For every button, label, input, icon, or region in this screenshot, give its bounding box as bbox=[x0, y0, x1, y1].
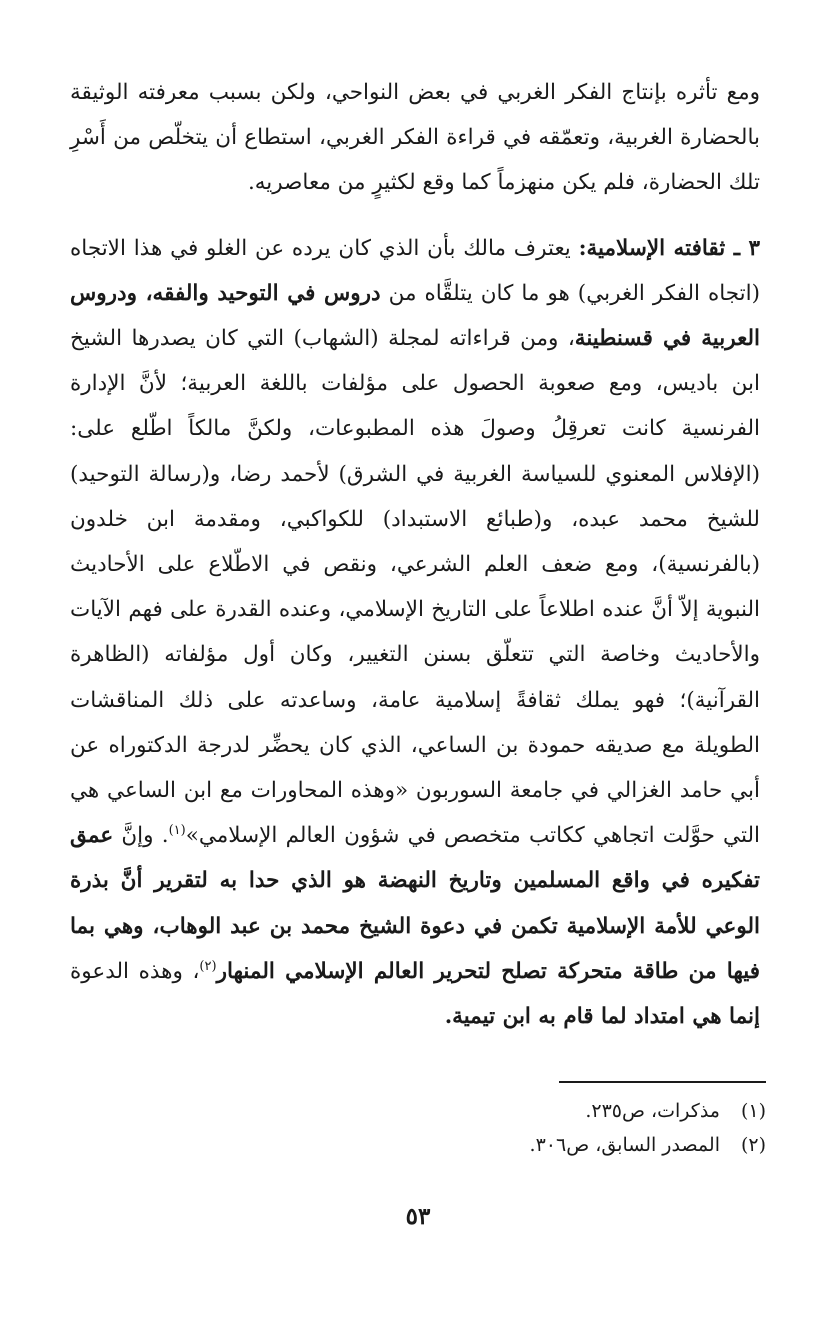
page-number: ٥٣ bbox=[405, 1203, 431, 1230]
footnote-item bbox=[76, 1128, 766, 1162]
footnote-divider bbox=[559, 1081, 766, 1083]
footnote-ref-2[interactable]: (٢) bbox=[199, 958, 217, 974]
paragraph-2-bold-b: عمق تفكيره في واقع المسلمين وتاريخ النهضة هو الذي حدا به لتقرير أنَّ بذرة الوعي للأمة الإسلامية تكمن في دعوة الشيخ محمد بن عبد الوهاب، وهي بما فيها من طاقة متحركة تصلح لتحرير العالم الإسلامي المنهار bbox=[70, 823, 760, 984]
paragraph-2-text-a: يعترف مالك بأن الذي كان يرده عن الغلو في هذا الاتجاه (اتجاه الفكر الغربي) هو ما كان يتلقَّاه من bbox=[70, 235, 761, 306]
paragraph-2-text-b: ، ومن قراءاته لمجلة (الشهاب) التي كان يصدرها الشيخ ابن باديس، ومع صعوبة الحصول على مؤلفات باللغة العربية؛ لأنَّ الإدارة الفرنسية كانت تعرقِلُ وصولَ هذه المطبوعات، ولكنَّ مالكاً اطّلع على: (الإفلاس المعنوي للسياسة الغربية في الشرق) لأحمد رضا، و(رسالة التوحيد) للشيخ محمد عبده، و(طبائع الاستبداد) للكواكبي، ومقدمة ابن خلدون (بالفرنسية)، ومع ضعف العلم الشرعي، ونقص في الاطّلاع على الأحاديث النبوية إلاّ أنَّ عنده اطلاعاً على التاريخ الإسلامي، وعنده القدرة على فهم الآيات والأحاديث وخاصة التي تتعلّق بسنن التغيير، وكان أول مؤلفاته (الظاهرة القرآنية)؛ فهو يملك ثقافةً إسلامية عامة، وساعدته على ذلك المناقشات الطويلة مع صديقه حمودة بن الساعي، الذي كان يحضِّر لدرجة الدكتوراه عن أبي حامد الغزالي في جامعة السوربون «وهذه المحاورات مع ابن الساعي هي التي حوَّلت اتجاهي ككاتب متخصص في شؤون العالم الإسلامي» bbox=[70, 326, 760, 849]
paragraph-2-bold-a: دروس في التوحيد والفقه، ودروس العربية في قسنطينة bbox=[70, 280, 760, 352]
footnote-text: مذكرات، ص٢٣٥. bbox=[585, 1100, 720, 1122]
footnote-mark: (١) bbox=[740, 1100, 766, 1122]
paragraph-2-text-c: . وإنَّ bbox=[113, 823, 169, 849]
paragraph-2-text-d: ، وهذه الدعوة bbox=[70, 958, 200, 984]
footnote-item bbox=[76, 1094, 766, 1128]
footnote-text: المصدر السابق، ص٣٠٦. bbox=[529, 1134, 720, 1156]
paragraph-gap bbox=[70, 206, 760, 226]
section-heading-label: ٣ ـ ثقافته الإسلامية: bbox=[578, 235, 760, 261]
paragraph-2 bbox=[70, 226, 760, 1040]
footnote-mark: (٢) bbox=[740, 1134, 766, 1156]
paragraph-1: ومع تأثره بإنتاج الفكر الغربي في بعض النواحي، ولكن بسبب معرفته الوثيقة بالحضارة الغربية، وتعمّقه في قراءة الفكر الغربي، استطاع أن يتخلّص من أَسْرِ تلك الحضارة، فلم يكن منهزماً كما وقع لكثيرٍ من معاصريه. bbox=[70, 80, 760, 196]
paragraph-2-bold-c: إنما هي امتداد لما قام به ابن تيمية. bbox=[444, 1004, 760, 1030]
page-body bbox=[70, 70, 760, 1039]
footnotes bbox=[76, 1094, 766, 1162]
footnote-ref-1[interactable]: (١) bbox=[168, 823, 186, 839]
